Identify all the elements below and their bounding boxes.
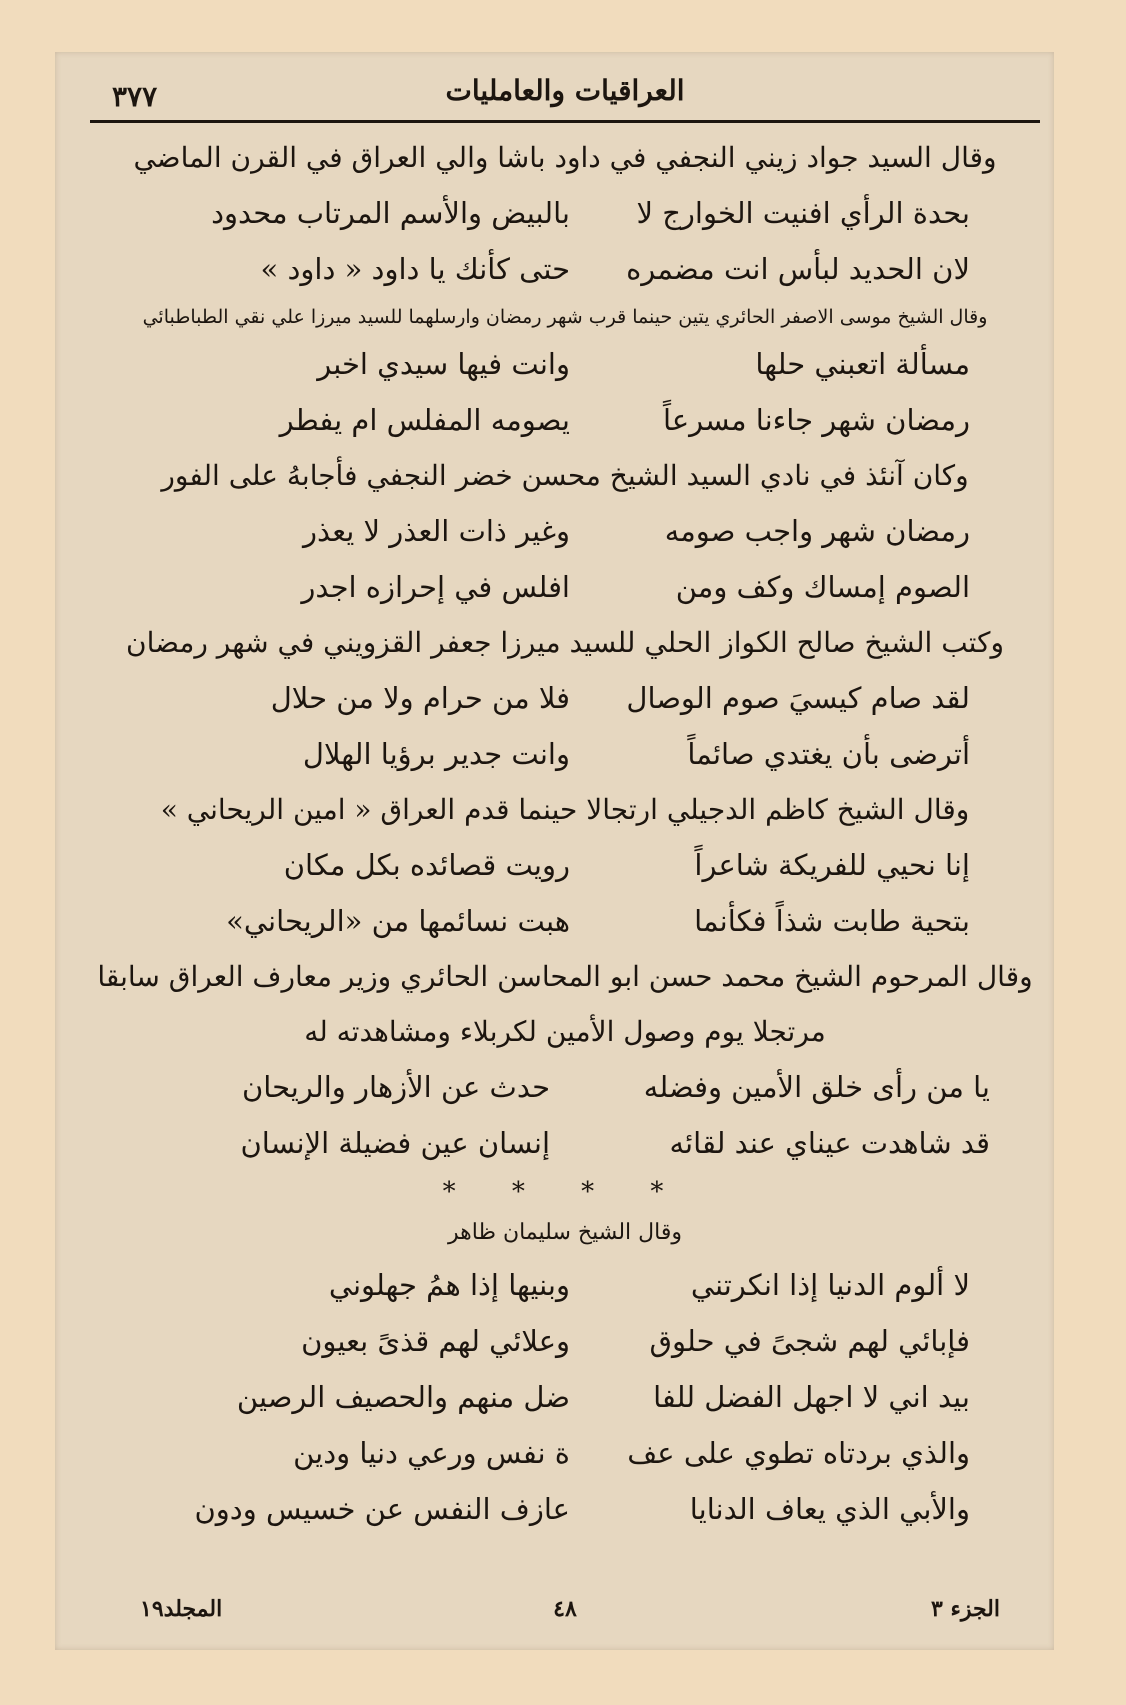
verse-second-hemistich: افلس في إحرازه اجدر [301,570,570,604]
verse-second-hemistich: ة نفس ورعي دنيا ودين [293,1436,570,1470]
verse-second-hemistich: رويت قصائده بكل مكان [283,848,570,882]
prose-line: وكتب الشيخ صالح الكواز الحلي للسيد ميرزا جعفر القزويني في شهر رمضان [126,626,1004,659]
verse-line [90,893,1040,949]
verse-second-hemistich: بالبيض والأسم المرتاب محدود [211,196,570,230]
prose-line: وقال الشيخ كاظم الدجيلي ارتجالا حينما قدم العراق « امين الريحاني » [160,793,970,826]
verse-line [90,185,1040,241]
verse-second-hemistich: حدث عن الأزهار والريحان [241,1070,550,1104]
running-title: العراقيات والعامليات [445,74,685,107]
verse-first-hemistich: رمضان شهر واجب صومه [664,514,970,548]
prose-line: وقال الشيخ سليمان ظاهر [448,1220,682,1245]
prose-line: وقال الشيخ موسى الاصفر الحائري يتين حينما قرب شهر رمضان وارسلهما للسيد ميرزا علي نقي الطباطبائي [142,306,988,328]
verse-line [90,1481,1040,1537]
verse-first-hemistich: أترضى بأن يغتدي صائماً [687,737,970,771]
prose-line: وقال المرحوم الشيخ محمد حسن ابو المحاسن الحائري وزير معارف العراق سابقا [97,960,1033,993]
verse-line [90,559,1040,615]
footer-volume: المجلد١٩ [140,1596,223,1622]
verse-first-hemistich: بحدة الرأي افنيت الخوارج لا [636,196,970,230]
verse-second-hemistich: وغير ذات العذر لا يعذر [302,514,570,548]
verse-first-hemistich: والأبي الذي يعاف الدنايا [689,1492,970,1526]
verse-first-hemistich: إنا نحيي للفريكة شاعراً [694,848,970,882]
verse-line [90,726,1040,782]
verse-second-hemistich: وانت فيها سيدي اخبر [317,347,570,381]
verse-line [90,1257,1040,1313]
verse-second-hemistich: عازف النفس عن خسيس ودون [194,1492,570,1526]
verse-second-hemistich: يصومه المفلس ام يفطر [279,403,570,437]
verse-first-hemistich: لا ألوم الدنيا إذا انكرتني [690,1268,970,1302]
section-separator-stars: * * * * [442,1177,688,1207]
verse-first-hemistich: رمضان شهر جاءنا مسرعاً [663,403,970,437]
verse-first-hemistich: مسألة اتعبني حلها [755,347,970,381]
verse-line [90,241,1040,297]
page-footer [90,1590,1040,1630]
verse-first-hemistich: لقد صام كيسيَ صوم الوصال [626,681,970,715]
verse-first-hemistich: لان الحديد لبأس انت مضمره [626,252,970,286]
page-body [90,130,1040,1537]
prose-line: وقال السيد جواد زيني النجفي في داود باشا والي العراق في القرن الماضي [133,141,997,174]
page-header [90,60,1040,120]
verse-line [90,1115,1040,1171]
verse-line [90,392,1040,448]
footer-page-number: ٤٨ [553,1596,577,1622]
prose-line: مرتجلا يوم وصول الأمين لكربلاء ومشاهدته له [304,1015,826,1048]
footer-part: الجزء ٣ [931,1596,1000,1622]
verse-line [90,1313,1040,1369]
verse-line [90,837,1040,893]
prose-line: وكان آنئذ في نادي السيد الشيخ محسن خضر النجفي فأجابهُ على الفور [161,459,969,492]
verse-second-hemistich: وبنيها إذا همُ جهلوني [328,1268,570,1302]
verse-first-hemistich: يا من رأى خلق الأمين وفضله [643,1070,990,1104]
verse-first-hemistich: والذي بردتاه تطوي على عف [627,1436,970,1470]
verse-line [90,670,1040,726]
verse-line [90,503,1040,559]
verse-line [90,1369,1040,1425]
verse-second-hemistich: ضل منهم والحصيف الرصين [236,1380,570,1414]
verse-second-hemistich: حتى كأنك يا داود « داود » [260,252,570,286]
verse-second-hemistich: وعلائي لهم قذىً بعيون [301,1324,570,1358]
verse-first-hemistich: قد شاهدت عيناي عند لقائه [669,1126,990,1160]
page-number: ٣٧٧ [112,80,158,113]
header-rule [90,120,1040,123]
verse-line [90,1425,1040,1481]
verse-line [90,336,1040,392]
verse-first-hemistich: الصوم إمساك وكف ومن [675,570,970,604]
verse-first-hemistich: فإبائي لهم شجىً في حلوق [649,1324,970,1358]
verse-first-hemistich: بيد اني لا اجهل الفضل للفا [653,1380,970,1414]
verse-line [90,1059,1040,1115]
verse-second-hemistich: وانت جدير برؤيا الهلال [302,737,570,771]
verse-first-hemistich: بتحية طابت شذاً فكأنما [694,904,970,938]
verse-second-hemistich: إنسان عين فضيلة الإنسان [240,1126,550,1160]
verse-second-hemistich: فلا من حرام ولا من حلال [270,681,570,715]
verse-second-hemistich: هبت نسائمها من «الريحاني» [226,904,570,938]
